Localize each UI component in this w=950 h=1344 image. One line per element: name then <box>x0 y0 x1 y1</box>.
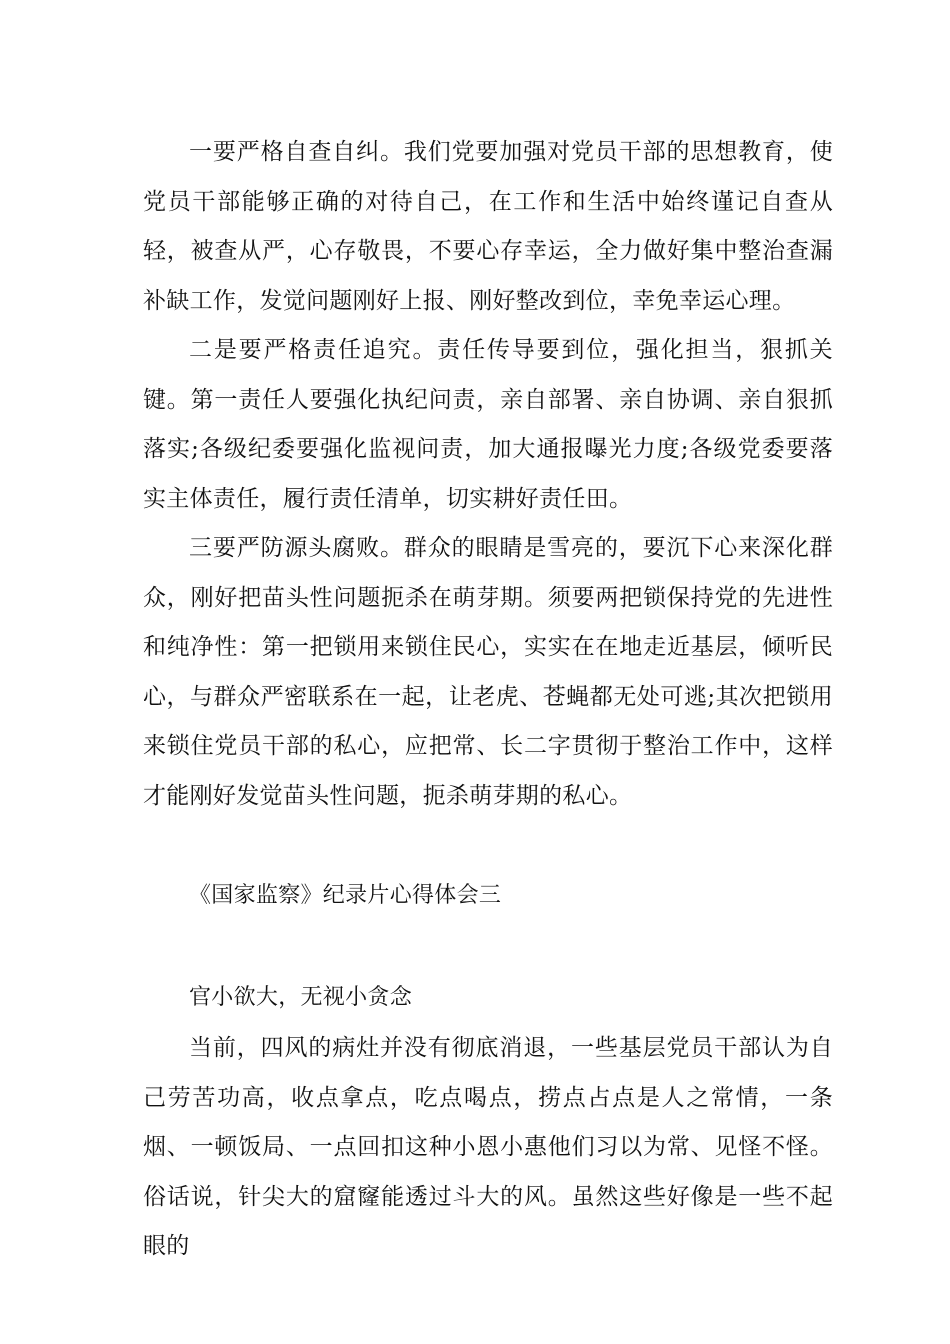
paragraph-strict-self-inspection: 一要严格自查自纠。我们党要加强对党员干部的思想教育，使党员干部能够正确的对待自己，在工作和生活中始终谨记自查从轻，被查从严，心存敬畏，不要心存幸运，全力做好集中整治查漏补缺工作，发觉问题刚好上报、刚好整改到位，幸免幸运心理。 <box>143 139 833 314</box>
paragraph-source-corruption: 三要严防源头腐败。群众的眼睛是雪亮的，要沉下心来深化群众，刚好把苗头性问题扼杀在萌芽期。须要两把锁保持党的先进性和纯净性：第一把锁用来锁住民心，实实在在地走近基层，倾听民心，与群众严密联系在一起，让老虎、苍蝇都无处可逃;其次把锁用来锁住党员干部的私心，应把常、长二字贯彻于整治工作中，这样才能刚好发觉苗头性问题，扼杀萌芽期的私心。 <box>143 535 833 809</box>
subtitle: 官小欲大，无视小贪念 <box>189 985 413 1010</box>
section-title: 《国家监察》纪录片心得体会三 <box>189 883 502 908</box>
paragraph-current-situation: 当前，四风的病灶并没有彻底消退，一些基层党员干部认为自己劳苦功高，收点拿点，吃点喝点，捞点占点是人之常情，一条烟、一顿饭局、一点回扣这种小恩小惠他们习以为常、见怪不怪。俗话说，针尖大的窟窿能透过斗大的风。虽然这些好像是一些不起眼的 <box>143 1035 833 1259</box>
paragraph-accountability: 二是要严格责任追究。责任传导要到位，强化担当，狠抓关键。第一责任人要强化执纪问责，亲自部署、亲自协调、亲自狠抓落实;各级纪委要强化监视问责，加大通报曝光力度;各级党委要落实主体责任，履行责任清单，切实耕好责任田。 <box>143 337 833 512</box>
